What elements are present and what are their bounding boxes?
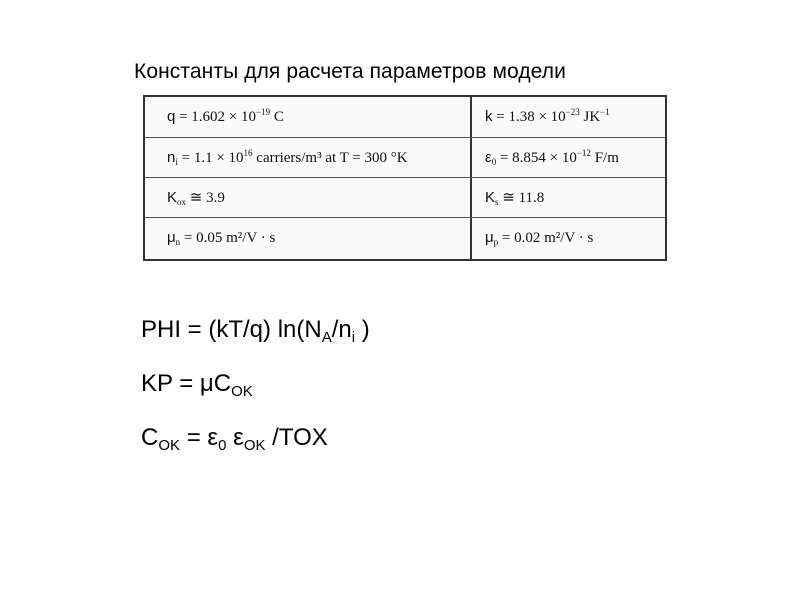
constants-table <box>143 95 667 261</box>
constant-intrinsic-concentration: $n_i = 1.1 \times 10^{16}$ carriers/m³ at T = 300 °K <box>167 148 408 167</box>
constant-kox: $K_{ox}$ ≅ 3.9 <box>167 189 225 207</box>
table-row <box>145 97 665 137</box>
constant-boltzmann: $k = 1.38 \times 10^{-23}$ $JK^{-1}$ <box>485 107 610 125</box>
formula-kp: KP = $\mu C_{OK}$ <box>141 370 253 400</box>
formula-cox: $C_{OK} = \varepsilon_0$ $\varepsilon_{OK}$ /TOX <box>141 424 328 454</box>
constant-charge: $q = 1.602 \times 10^{-19}$ C <box>167 107 284 125</box>
constant-electron-mobility: $\mu_n = 0.05$ m²/V · s <box>167 229 276 247</box>
page-title: Константы для расчета параметров модели <box>134 60 566 83</box>
table-row <box>145 217 665 258</box>
formula-phi: PHI = (kT/q) $\ln(N_A/n_i$ ) <box>141 316 370 346</box>
constant-permittivity: $\varepsilon_0 = 8.854 \times 10^{-12}$ F/m <box>485 148 619 167</box>
table-row <box>145 177 665 218</box>
table-row <box>145 137 665 178</box>
constant-hole-mobility: $\mu_p = 0.02$ m²/V · s <box>485 229 594 247</box>
constant-ks: $K_s$ ≅ 11.8 <box>485 189 545 207</box>
